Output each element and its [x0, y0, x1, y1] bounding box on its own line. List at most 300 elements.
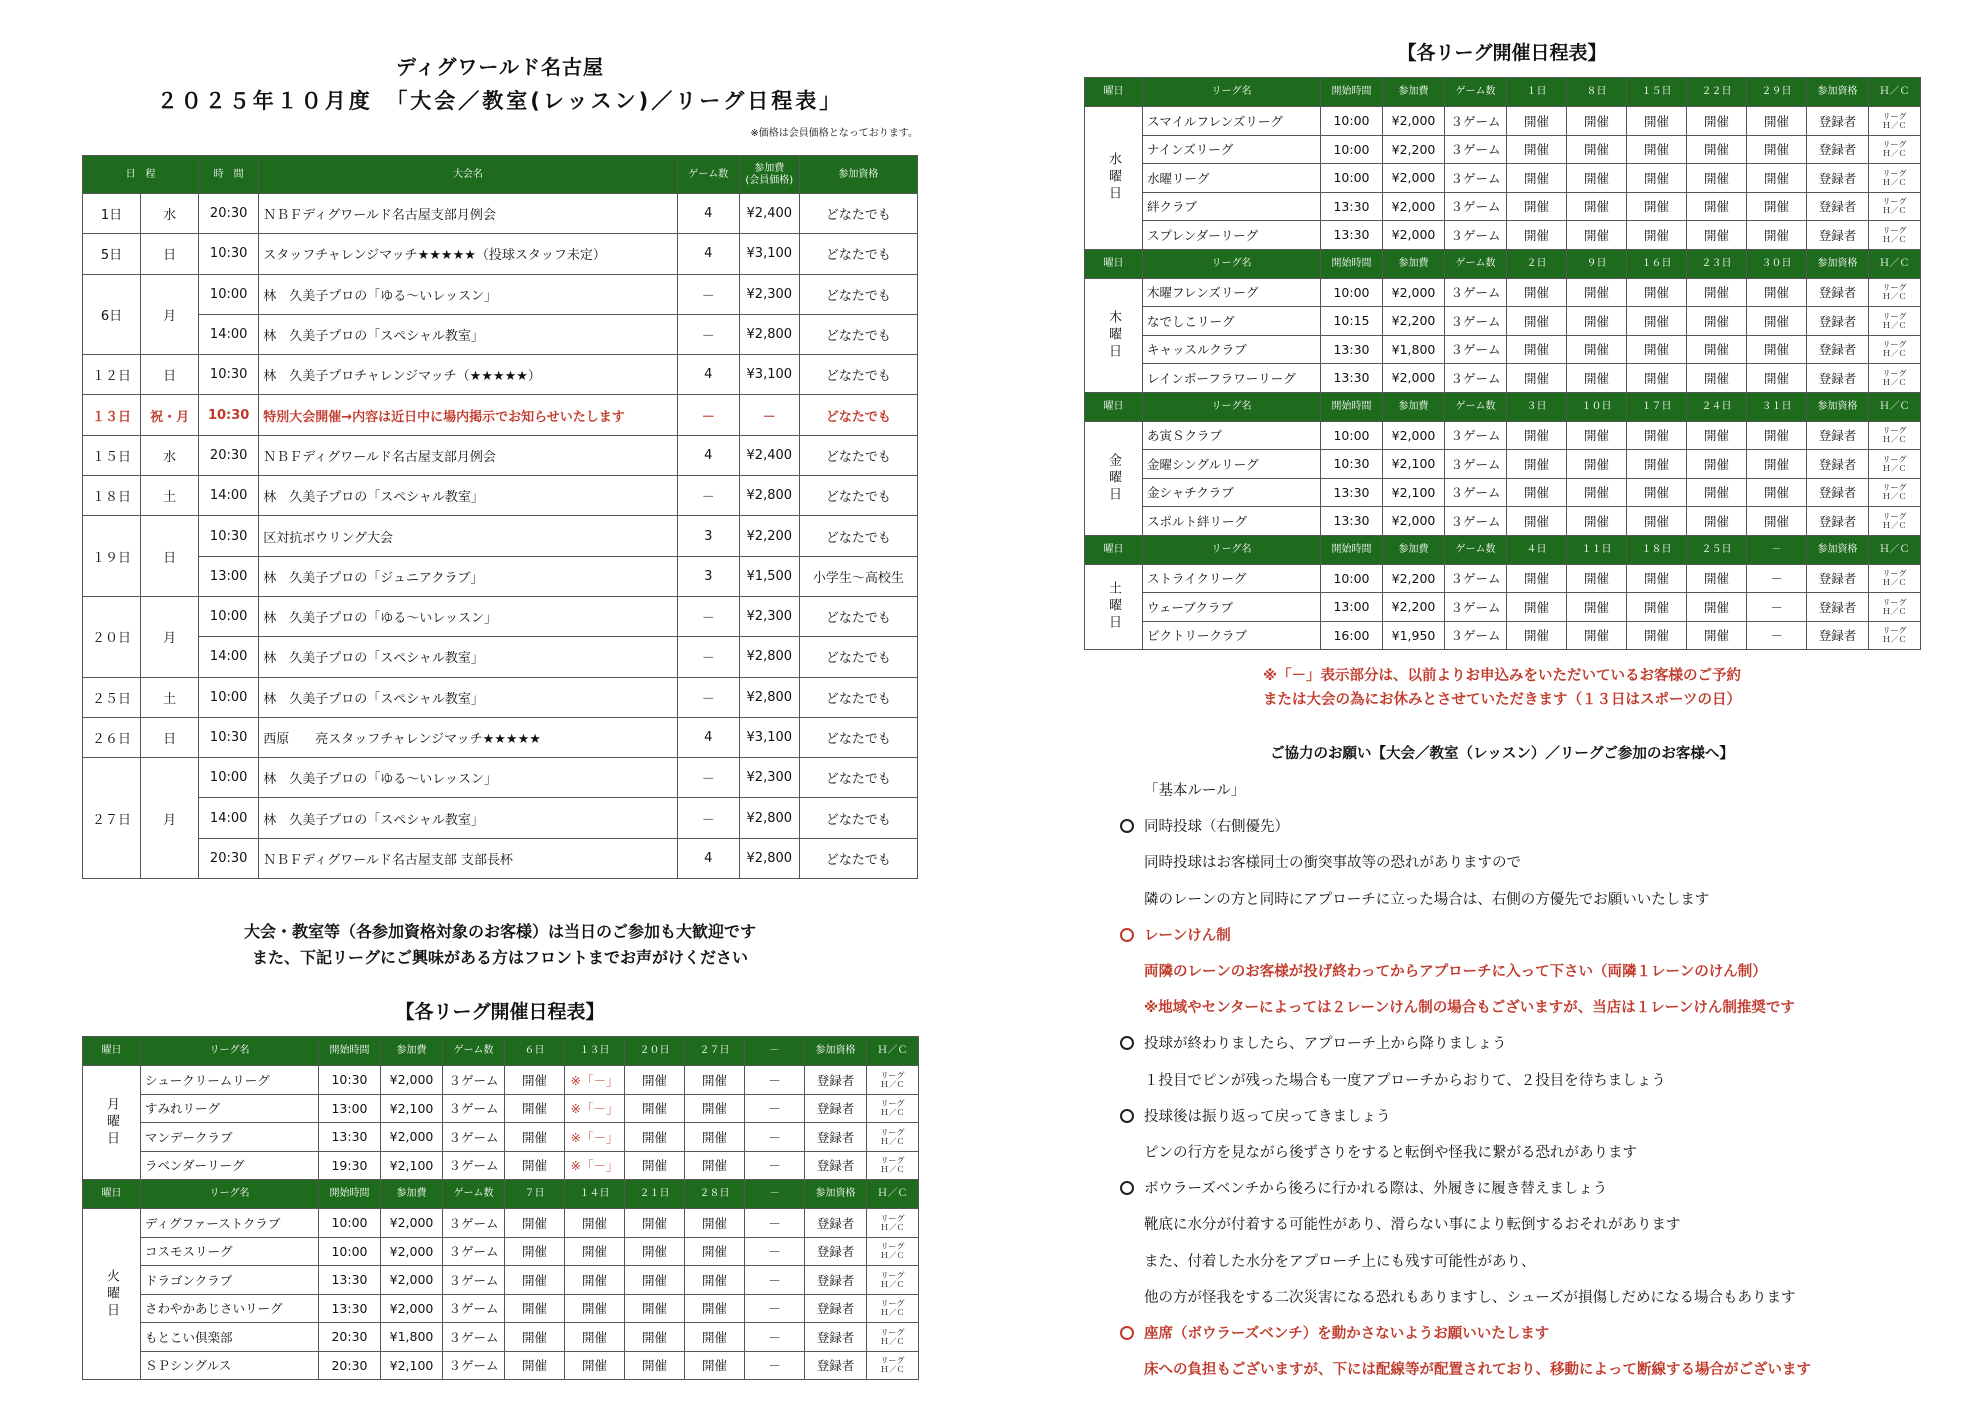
league-hc: [867, 1351, 919, 1380]
event-time: 10:00: [199, 596, 259, 636]
event-eligibility: どなたでも: [799, 596, 917, 636]
league-weekday: 火曜日: [83, 1209, 141, 1380]
event-eligibility: どなたでも: [799, 435, 917, 475]
league-games: ３ゲーム: [1445, 564, 1507, 593]
league-row: [83, 1323, 919, 1352]
rule-text: 床への負担もございますが、下には配線等が配置されており、移動によって断線する場合がございます: [1144, 1362, 1811, 1379]
event-fee: ¥2,800: [739, 637, 799, 677]
league-name: さわやかあじさいリーグ: [141, 1294, 319, 1323]
league-date-status: 開催: [565, 1294, 625, 1323]
hc-line-1: リーグ: [880, 1070, 905, 1080]
league-title-right: 【各リーグ開催日程表】: [1397, 42, 1607, 64]
league-games: ３ゲーム: [1445, 164, 1507, 193]
event-name: ＮＢＦディグワールド名古屋支部月例会: [259, 435, 678, 475]
league-header-date: ６日: [505, 1037, 565, 1066]
event-date: ２０日: [83, 596, 141, 677]
event-name: 林 久美子プロの「スペシャル教室」: [259, 677, 678, 717]
league-games: ３ゲーム: [443, 1266, 505, 1295]
event-eligibility: どなたでも: [799, 637, 917, 677]
league-date-status: 開催: [625, 1094, 685, 1123]
rule-line: [1084, 1352, 1920, 1388]
page-subtitle: ２０２５年１０月度 「大会／教室(レッスン)／リーグ日程表」: [156, 89, 844, 113]
league-fee: ¥2,000: [381, 1123, 443, 1152]
event-row: [83, 435, 918, 475]
event-eligibility: どなたでも: [799, 395, 917, 435]
league-eligibility: 登録者: [805, 1123, 867, 1152]
league-name: シュークリームリーグ: [141, 1066, 319, 1095]
league-row: [1085, 107, 1921, 136]
league-fee: ¥1,800: [381, 1323, 443, 1352]
league-games: ３ゲーム: [1445, 450, 1507, 479]
league-header-date: １７日: [1627, 392, 1687, 421]
events-header-fee: [739, 156, 799, 194]
event-row: [83, 314, 918, 354]
league-header-hc: Ｈ／Ｃ: [1869, 78, 1921, 107]
league-header-date: １５日: [1627, 78, 1687, 107]
league-date-status: 開催: [1567, 135, 1627, 164]
event-name: 林 久美子プロの「ゆる～いレッスン」: [259, 274, 678, 314]
hc-line-2: Ｈ／Ｃ: [880, 1365, 905, 1375]
league-start-time: 10:00: [1321, 107, 1383, 136]
league-eligibility: 登録者: [1807, 364, 1869, 393]
event-fee: ¥3,100: [739, 355, 799, 395]
league-date-status: 開催: [685, 1151, 745, 1180]
rule-text: 座席（ボウラーズベンチ）を動かさないようお願いいたします: [1144, 1326, 1550, 1343]
league-eligibility: 登録者: [1807, 564, 1869, 593]
league-date-status: 開催: [505, 1151, 565, 1180]
league-hc: [1869, 107, 1921, 136]
rule-line: [1084, 1026, 1920, 1062]
league-eligibility: 登録者: [805, 1209, 867, 1238]
league-date-status: 開催: [1747, 221, 1807, 250]
league-date-status: 開催: [685, 1209, 745, 1238]
league-header-name: リーグ名: [141, 1037, 319, 1066]
league-date-status: 開催: [1747, 278, 1807, 307]
league-eligibility: 登録者: [805, 1237, 867, 1266]
league-date-status: 開催: [1747, 364, 1807, 393]
league-games: ３ゲーム: [443, 1123, 505, 1152]
league-date-status: 開催: [1747, 307, 1807, 336]
league-date-status: －: [745, 1094, 805, 1123]
league-name: ビクトリークラブ: [1143, 621, 1321, 650]
league-date-status: 開催: [1567, 221, 1627, 250]
hc-line-1: リーグ: [1882, 511, 1907, 521]
league-eligibility: 登録者: [1807, 478, 1869, 507]
league-weekday: 水曜日: [1085, 107, 1143, 250]
event-time: 14:00: [199, 637, 259, 677]
league-games: ３ゲーム: [1445, 478, 1507, 507]
league-eligibility: 登録者: [1807, 278, 1869, 307]
event-date: １５日: [83, 435, 141, 475]
league-eligibility: 登録者: [805, 1294, 867, 1323]
league-header-row: [83, 1180, 919, 1209]
circle-bullet-icon: [1120, 1036, 1134, 1050]
league-date-status: 開催: [1747, 507, 1807, 536]
league-row: [1085, 192, 1921, 221]
league-date-status: －: [1747, 621, 1807, 650]
league-header-start: 開始時間: [1321, 392, 1383, 421]
event-name: ＮＢＦディグワールド名古屋支部月例会: [259, 194, 678, 234]
league-fee: ¥1,950: [1383, 621, 1445, 650]
league-date-status: 開催: [685, 1123, 745, 1152]
league-start-time: 13:00: [319, 1094, 381, 1123]
event-eligibility: どなたでも: [799, 717, 917, 757]
event-name: ＮＢＦディグワールド名古屋支部 支部長杯: [259, 838, 678, 878]
league-date-status: 開催: [1687, 107, 1747, 136]
event-row: [83, 717, 918, 757]
event-name: 林 久美子プロの「ジュニアクラブ」: [259, 556, 678, 596]
event-row: [83, 355, 918, 395]
league-name: スマイルフレンズリーグ: [1143, 107, 1321, 136]
league-body: [1085, 78, 1921, 650]
league-date-status: 開催: [565, 1323, 625, 1352]
league-hc: [1869, 307, 1921, 336]
event-fee: －: [739, 395, 799, 435]
event-eligibility: どなたでも: [799, 355, 917, 395]
league-start-time: 10:00: [1321, 278, 1383, 307]
league-start-time: 10:00: [1321, 421, 1383, 450]
hc-line-1: リーグ: [1882, 225, 1907, 235]
league-eligibility: 登録者: [1807, 221, 1869, 250]
league-weekday: 金曜日: [1085, 421, 1143, 535]
event-date: １８日: [83, 476, 141, 516]
league-date-status: 開催: [505, 1323, 565, 1352]
league-name: もとこい倶楽部: [141, 1323, 319, 1352]
league-games: ３ゲーム: [1445, 221, 1507, 250]
league-row: [83, 1209, 919, 1238]
hc-line-2: Ｈ／Ｃ: [1882, 492, 1907, 502]
rule-text: 投球後は振り返って戻ってきましょう: [1144, 1108, 1391, 1125]
event-name: 林 久美子プロの「スペシャル教室」: [259, 798, 678, 838]
hc-line-1: リーグ: [1882, 340, 1907, 350]
league-hc: [867, 1323, 919, 1352]
league-eligibility: 登録者: [1807, 421, 1869, 450]
league-date-status: 開催: [1507, 593, 1567, 622]
league-date-status: 開催: [1567, 107, 1627, 136]
rule-text: ピンの行方を見ながら後ずさりをすると転倒や怪我に繋がる恐れがあります: [1144, 1145, 1637, 1162]
league-header-date: ２５日: [1687, 535, 1747, 564]
league-fee: ¥1,800: [1383, 335, 1445, 364]
event-weekday: 日: [141, 516, 199, 597]
league-date-status: 開催: [1687, 478, 1747, 507]
hc-line-2: Ｈ／Ｃ: [1882, 149, 1907, 159]
league-date-status: 開催: [1567, 593, 1627, 622]
league-date-status: 開催: [1687, 593, 1747, 622]
left-column: [82, 50, 918, 1380]
league-fee: ¥2,100: [381, 1351, 443, 1380]
league-row: [1085, 564, 1921, 593]
invite-line-2: また、下記リーグにご興味がある方はフロントまでお声がけください: [251, 948, 748, 968]
league-row: [1085, 221, 1921, 250]
league-row: [83, 1266, 919, 1295]
hc-line-1: リーグ: [880, 1299, 905, 1309]
league-date-status: ※「－」: [565, 1151, 625, 1180]
league-date-status: 開催: [625, 1294, 685, 1323]
league-header-hc: Ｈ／Ｃ: [1869, 392, 1921, 421]
event-games: －: [677, 596, 739, 636]
event-fee: ¥2,800: [739, 476, 799, 516]
league-date-status: 開催: [1687, 307, 1747, 336]
league-date-status: 開催: [1627, 507, 1687, 536]
event-games: －: [677, 274, 739, 314]
event-weekday: 水: [141, 435, 199, 475]
events-header-date: 日 程: [83, 156, 199, 194]
league-date-status: 開催: [1627, 307, 1687, 336]
league-games: ３ゲーム: [1445, 278, 1507, 307]
league-fee: ¥2,000: [1383, 278, 1445, 307]
league-header-start: 開始時間: [1321, 535, 1383, 564]
event-fee: ¥2,200: [739, 516, 799, 556]
league-weekday: 月曜日: [83, 1066, 141, 1180]
event-weekday: 日: [141, 355, 199, 395]
league-date-status: 開催: [625, 1209, 685, 1238]
league-header-hc: Ｈ／Ｃ: [867, 1180, 919, 1209]
event-row: [83, 476, 918, 516]
league-header-date: ２３日: [1687, 249, 1747, 278]
league-date-status: 開催: [1687, 621, 1747, 650]
league-header-date: ３０日: [1747, 249, 1807, 278]
event-row: [83, 274, 918, 314]
league-date-status: 開催: [1747, 478, 1807, 507]
event-weekday: 日: [141, 234, 199, 274]
event-row: [83, 677, 918, 717]
event-weekday: 月: [141, 758, 199, 879]
league-hc: [1869, 450, 1921, 479]
event-fee: ¥2,800: [739, 314, 799, 354]
rule-text: 「基本ルール」: [1144, 783, 1246, 799]
league-date-status: 開催: [505, 1123, 565, 1152]
hc-line-2: Ｈ／Ｃ: [1882, 435, 1907, 445]
league-fee: ¥2,200: [1383, 135, 1445, 164]
circle-bullet-icon: [1120, 928, 1134, 942]
league-header-date: １１日: [1567, 535, 1627, 564]
league-header-youbi: 曜日: [83, 1180, 141, 1209]
league-name: キャッスルクラブ: [1143, 335, 1321, 364]
league-header-elig: 参加資格: [1807, 392, 1869, 421]
hc-line-2: Ｈ／Ｃ: [1882, 377, 1907, 387]
league-header-fee: 参加費: [1383, 78, 1445, 107]
league-row: [83, 1066, 919, 1095]
event-weekday: 水: [141, 194, 199, 234]
league-fee: ¥2,000: [1383, 164, 1445, 193]
league-start-time: 20:30: [319, 1323, 381, 1352]
rules-title: ご協力のお願い【大会／教室（レッスン）／リーグご参加のお客様へ】: [1270, 746, 1734, 762]
league-date-status: 開催: [1627, 192, 1687, 221]
rule-line: [1084, 882, 1920, 918]
league-games: ３ゲーム: [1445, 621, 1507, 650]
league-eligibility: 登録者: [1807, 450, 1869, 479]
league-header-row: [1085, 249, 1921, 278]
event-weekday: 月: [141, 274, 199, 355]
league-date-status: 開催: [685, 1266, 745, 1295]
event-eligibility: どなたでも: [799, 758, 917, 798]
league-start-time: 19:30: [319, 1151, 381, 1180]
event-name: 林 久美子プロの「ゆる～いレッスン」: [259, 758, 678, 798]
league-date-status: 開催: [625, 1237, 685, 1266]
league-header-date: ２７日: [685, 1037, 745, 1066]
league-header-youbi: 曜日: [83, 1037, 141, 1066]
right-league-table: [1084, 77, 1921, 650]
league-fee: ¥2,000: [381, 1209, 443, 1238]
event-row: [83, 194, 918, 234]
event-eligibility: どなたでも: [799, 838, 917, 878]
league-header-games: ゲーム数: [1445, 535, 1507, 564]
league-header-date: １８日: [1627, 535, 1687, 564]
event-eligibility: どなたでも: [799, 274, 917, 314]
hc-line-2: Ｈ／Ｃ: [880, 1136, 905, 1146]
league-row: [1085, 278, 1921, 307]
league-date-status: ※「－」: [565, 1123, 625, 1152]
league-header-name: リーグ名: [1143, 249, 1321, 278]
event-time: 10:30: [199, 395, 259, 435]
league-header-youbi: 曜日: [1085, 78, 1143, 107]
event-name: 特別大会開催→内容は近日中に場内掲示でお知らせいたします: [259, 395, 678, 435]
hc-line-1: リーグ: [880, 1356, 905, 1366]
hc-line-2: Ｈ／Ｃ: [880, 1251, 905, 1261]
hc-line-1: リーグ: [1882, 168, 1907, 178]
event-weekday: 祝・月: [141, 395, 199, 435]
event-name: 林 久美子プロの「スペシャル教室」: [259, 637, 678, 677]
event-row: [83, 758, 918, 798]
event-eligibility: どなたでも: [799, 234, 917, 274]
league-row: [1085, 164, 1921, 193]
events-header-games: ゲーム数: [677, 156, 739, 194]
league-fee: ¥2,200: [1383, 593, 1445, 622]
league-date-status: 開催: [505, 1237, 565, 1266]
league-eligibility: 登録者: [1807, 164, 1869, 193]
league-date-status: －: [1747, 564, 1807, 593]
rule-text: 隣のレーンの方と同時にアプローチに立った場合は、右側の方優先でお願いいたします: [1144, 891, 1710, 908]
league-header-fee: 参加費: [1383, 535, 1445, 564]
league-eligibility: 登録者: [805, 1351, 867, 1380]
league-hc: [1869, 335, 1921, 364]
league-fee: ¥2,000: [381, 1066, 443, 1095]
league-row: [83, 1151, 919, 1180]
event-row: [83, 516, 918, 556]
rule-line: [1084, 773, 1920, 809]
league-hc: [1869, 421, 1921, 450]
league-header-row: [83, 1037, 919, 1066]
league-hc: [1869, 221, 1921, 250]
league-header-hc: Ｈ／Ｃ: [1869, 535, 1921, 564]
league-start-time: 10:00: [1321, 135, 1383, 164]
league-date-status: 開催: [625, 1066, 685, 1095]
league-note: [1084, 664, 1920, 712]
league-date-status: 開催: [1567, 507, 1627, 536]
league-start-time: 20:30: [319, 1351, 381, 1380]
league-hc: [1869, 507, 1921, 536]
event-fee: ¥2,800: [739, 798, 799, 838]
league-date-status: 開催: [1627, 478, 1687, 507]
league-date-status: 開催: [1507, 221, 1567, 250]
league-date-status: 開催: [1747, 450, 1807, 479]
rule-line: [1084, 954, 1920, 990]
league-header-hc: Ｈ／Ｃ: [867, 1037, 919, 1066]
league-header-date: －: [745, 1180, 805, 1209]
event-eligibility: どなたでも: [799, 314, 917, 354]
invite-line-1: 大会・教室等（各参加資格対象のお客様）は当日のご参加も大歓迎です: [243, 922, 756, 942]
events-header-time: 時 間: [199, 156, 259, 194]
league-date-status: 開催: [1507, 421, 1567, 450]
league-fee: ¥2,000: [1383, 364, 1445, 393]
league-header-name: リーグ名: [1143, 535, 1321, 564]
league-start-time: 13:30: [1321, 364, 1383, 393]
league-fee: ¥2,200: [1383, 564, 1445, 593]
league-header-date: ７日: [505, 1180, 565, 1209]
events-table: [82, 155, 918, 879]
hc-line-1: リーグ: [880, 1099, 905, 1109]
hc-line-2: Ｈ／Ｃ: [1882, 635, 1907, 645]
league-eligibility: 登録者: [1807, 507, 1869, 536]
league-header-date: ２８日: [685, 1180, 745, 1209]
league-date-status: －: [745, 1294, 805, 1323]
event-games: －: [677, 314, 739, 354]
event-games: －: [677, 395, 739, 435]
league-hc: [1869, 164, 1921, 193]
hc-line-2: Ｈ／Ｃ: [880, 1279, 905, 1289]
league-hc: [1869, 278, 1921, 307]
league-fee: ¥2,000: [1383, 421, 1445, 450]
league-fee: ¥2,000: [1383, 107, 1445, 136]
league-header-date: ３日: [1507, 392, 1567, 421]
league-date-status: 開催: [1627, 621, 1687, 650]
league-hc: [867, 1151, 919, 1180]
league-hc: [867, 1209, 919, 1238]
league-header-fee: 参加費: [381, 1180, 443, 1209]
league-games: ３ゲーム: [443, 1094, 505, 1123]
rule-line: [1084, 1171, 1920, 1207]
hc-line-2: Ｈ／Ｃ: [880, 1308, 905, 1318]
event-row: [83, 798, 918, 838]
league-games: ３ゲーム: [1445, 107, 1507, 136]
rule-text: 他の方が怪我をする二次災害になる恐れもありますし、シューズが損傷しだめになる場合もあります: [1144, 1289, 1796, 1306]
events-body: [83, 194, 918, 879]
league-eligibility: 登録者: [805, 1323, 867, 1352]
league-date-status: 開催: [1507, 450, 1567, 479]
rules-list: [1084, 773, 1920, 1388]
league-header-elig: 参加資格: [805, 1037, 867, 1066]
event-time: 20:30: [199, 435, 259, 475]
league-eligibility: 登録者: [1807, 593, 1869, 622]
left-league-table: [82, 1036, 919, 1380]
league-start-time: 10:00: [319, 1209, 381, 1238]
league-start-time: 13:30: [1321, 192, 1383, 221]
league-row: [1085, 307, 1921, 336]
event-row: [83, 395, 918, 435]
league-date-status: 開催: [505, 1351, 565, 1380]
league-name: 水曜リーグ: [1143, 164, 1321, 193]
event-date: ２５日: [83, 677, 141, 717]
event-name: 西原 亮スタッフチャレンジマッチ★★★★★: [259, 717, 678, 757]
league-row: [83, 1123, 919, 1152]
league-row: [1085, 478, 1921, 507]
league-date-status: 開催: [1687, 421, 1747, 450]
league-header-fee: 参加費: [1383, 249, 1445, 278]
league-fee: ¥2,000: [381, 1266, 443, 1295]
league-hc: [867, 1066, 919, 1095]
rule-text: 両隣のレーンのお客様が投げ終わってからアプローチに入って下さい（両隣１レーンのけん制）: [1144, 964, 1767, 981]
hc-line-2: Ｈ／Ｃ: [1882, 234, 1907, 244]
league-header-youbi: 曜日: [1085, 249, 1143, 278]
event-weekday: 月: [141, 596, 199, 677]
league-fee: ¥2,000: [1383, 507, 1445, 536]
league-date-status: 開催: [1567, 421, 1627, 450]
league-date-status: 開催: [1687, 221, 1747, 250]
league-header-row: [1085, 78, 1921, 107]
event-weekday: 土: [141, 677, 199, 717]
league-header-date: ４日: [1507, 535, 1567, 564]
price-note: ※価格は会員価格となっております。: [750, 128, 918, 139]
